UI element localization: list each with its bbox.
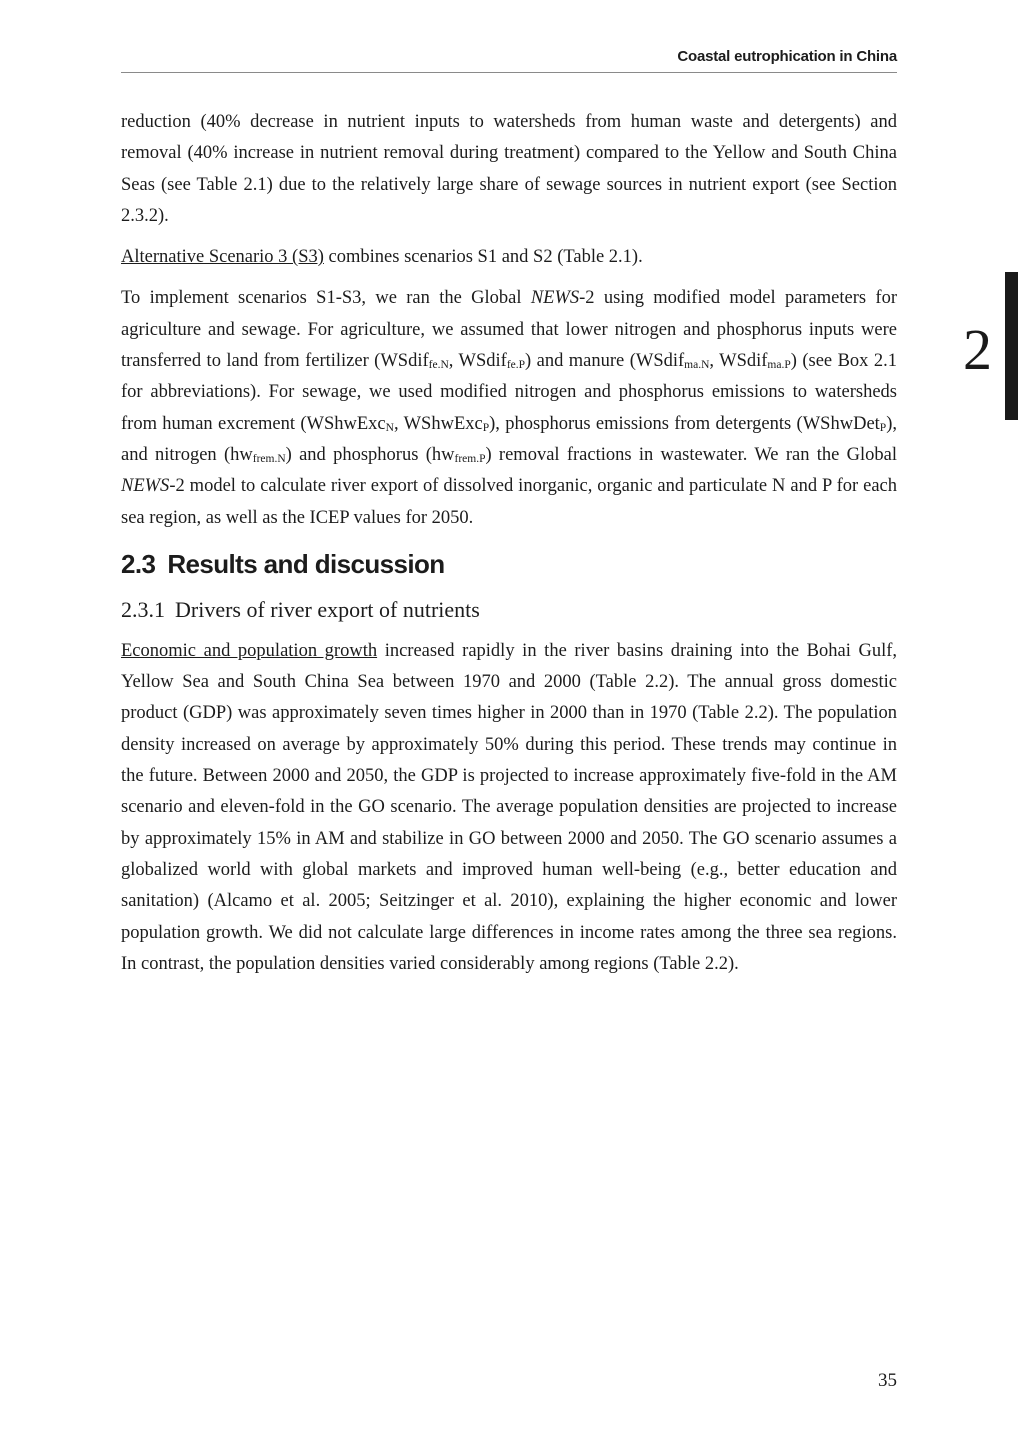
chapter-number: 2 [963, 317, 992, 382]
chapter-tab-marker [1005, 272, 1018, 420]
paragraph-economic-growth: Economic and population growth increased rapidly in the river basins draining into the Bohai Gulf, Yellow Sea and South China Sea between 1970 and 2000 (Table 2.2). The annual gross domestic product (GDP) was approximately seven times higher in 2000 than in 1970 (Table 2.2). The population density increased on average by approximately 50% during this period. These trends may continue in the future. Between 2000 and 2050, the GDP is projected to increase approximately five-fold in the AM scenario and eleven-fold in the GO scenario. The average population densities are projected to increase by approximately 15% in AM and stabilize in GO between 2000 and 2050. The GO scenario assumes a globalized world with global markets and improved human well-being (e.g., better education and sanitation) (Alcamo et al. 2005; Seitzinger et al. 2010), explaining the higher economic and lower population growth. We did not calculate large differences in income rates among the three sea regions. In contrast, the population densities varied considerably among regions (Table 2.2). [121, 640, 897, 974]
subsection-title: Drivers of river export of nutrients [175, 596, 480, 622]
paragraph-scenario-s3: Alternative Scenario 3 (S3) combines scenarios S1 and S2 (Table 2.1). [121, 247, 643, 268]
model-name-news: NEWS [530, 288, 580, 309]
subsection-heading [121, 590, 897, 630]
model-name-news: NEWS [121, 476, 170, 497]
paragraph-implementation: To implement scenarios S1-S3, we ran the Global NEWS-2 using modified model parameters for agriculture and sewage. For agriculture, we assumed that lower nitrogen and phosphorus inputs were transferred to land from fertilizer (WSdif$_{fe.N}$, WSdif$_{fe.P}$) and manure (WSdif$_{ma.N}$, WSdif$_{ma.P}$) (see Box 2.1 for abbreviations). For sewage, we used modified nitrogen and phosphorus emissions to watersheds from human excrement (WShwExc$_N$, WShwExc$_P$), phosphorus emissions from detergents (WShwDet$_P$), and nitrogen $(hw_{frem.N})$ and phosphorus $(hw_{frem.P})$ removal fractions in wastewater. We ran the Global NEWS-2 model to calculate river export of dissolved inorganic, organic and particulate N and P for each sea region, as well as the ICEP values for 2050. [121, 288, 897, 528]
running-header [121, 46, 897, 73]
subsection-number: 2.3.1 [121, 596, 165, 622]
term-alternative-scenario-3: Alternative Scenario 3 (S3) [121, 247, 324, 268]
term-economic-population-growth: Economic and population growth [121, 640, 378, 661]
paragraph-scenario-reduction: reduction (40% decrease in nutrient inputs to watersheds from human waste and detergents) and removal (40% increase in nutrient removal during treatment) compared to the Yellow and South China Seas (see Table 2.1) due to the relatively large share of sewage sources in nutrient export (see Section 2.3.2). [121, 112, 897, 226]
section-number: 2.3 [121, 548, 156, 579]
page-number: 35 [878, 1370, 897, 1391]
section-title: Results and discussion [167, 548, 445, 579]
running-title: Coastal eutrophication in China [677, 48, 897, 65]
section-heading [121, 544, 897, 584]
page-content [121, 107, 897, 990]
